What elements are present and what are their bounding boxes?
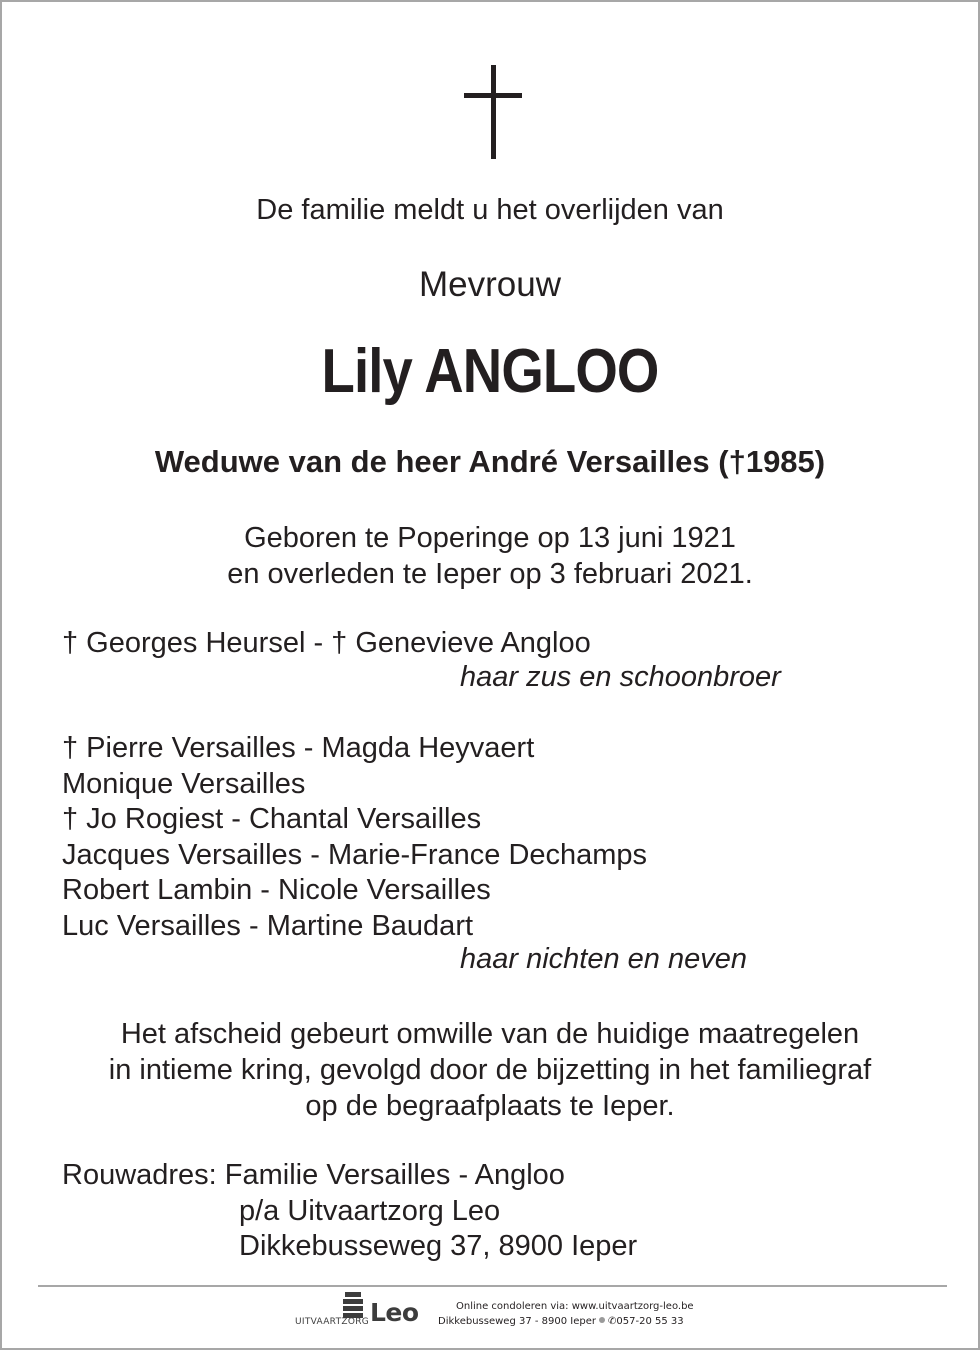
- family-member: † Jo Rogiest - Chantal Versailles: [62, 803, 482, 835]
- logo-small-text: UITVAARTZORG: [295, 1317, 370, 1327]
- condolence-link[interactable]: Online condoleren via: www.uitvaartzorg-leo.be: [456, 1301, 694, 1312]
- family-group-nieces-nephews: [62, 731, 647, 944]
- footer-contact: [438, 1299, 694, 1329]
- footer-phone: ✆057-20 55 33: [608, 1316, 684, 1327]
- deceased-name: Lily ANGLOO: [321, 337, 659, 406]
- family-member: Jacques Versailles - Marie-France Dechamps: [62, 838, 648, 871]
- birth-death-block: [2, 520, 978, 592]
- widow-line: Weduwe van de heer André Versailles (†1985): [154, 444, 826, 479]
- relation-label: haar nichten en neven: [460, 943, 747, 975]
- farewell-line: Het afscheid gebeurt omwille van de huidige maatregelen: [120, 1018, 860, 1050]
- farewell-line: in intieme kring, gevolgd door de bijzetting in het familiegraf: [108, 1054, 872, 1086]
- mourning-address-line: Rouwadres: Familie Versailles - Angloo: [62, 1159, 565, 1191]
- cross-icon: [464, 65, 522, 161]
- mourning-address-line: Dikkebusseweg 37, 8900 Ieper: [239, 1230, 638, 1262]
- farewell-line: op de begraafplaats te Ieper.: [305, 1090, 675, 1122]
- logo-mark-icon: [343, 1292, 363, 1320]
- birth-line: Geboren te Poperinge op 13 juni 1921: [244, 522, 736, 554]
- footer-divider: [38, 1285, 947, 1287]
- family-member: Luc Versailles - Martine Baudart: [62, 909, 474, 942]
- intro-text: De familie meldt u het overlijden van: [256, 194, 724, 226]
- family-group-siblings: [62, 626, 591, 662]
- family-member: Robert Lambin - Nicole Versailles: [62, 874, 491, 906]
- death-line: en overleden te Ieper op 3 februari 2021.: [227, 558, 753, 590]
- family-member: † Georges Heursel - † Genevieve Angloo: [62, 627, 591, 659]
- family-member: † Pierre Versailles - Magda Heyvaert: [62, 732, 535, 764]
- footer-address: Dikkebusseweg 37 - 8900 Ieper: [438, 1316, 597, 1327]
- mourning-address: [62, 1158, 637, 1265]
- logo-big-text: Leo: [370, 1298, 419, 1327]
- funeral-home-logo: [295, 1292, 425, 1330]
- family-member: Monique Versailles: [62, 767, 306, 800]
- separator-dot-icon: [599, 1317, 605, 1323]
- honorific: Mevrouw: [419, 265, 561, 304]
- relation-label: haar zus en schoonbroer: [460, 661, 781, 693]
- farewell-text: [2, 1016, 978, 1124]
- mourning-address-line: p/a Uitvaartzorg Leo: [239, 1194, 501, 1227]
